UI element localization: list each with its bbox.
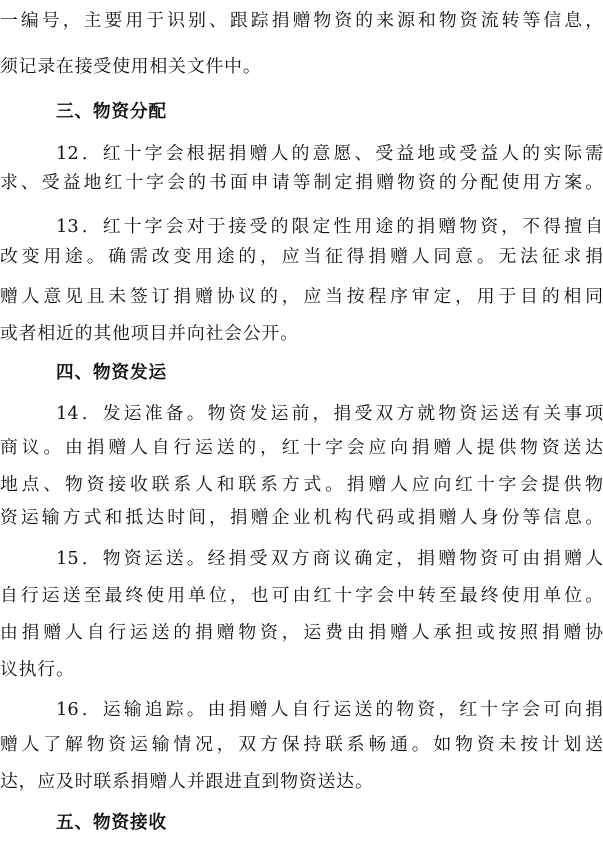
item-14-line: 14．发运准备。物资发运前，捐受双方就物资运送有关事项 <box>56 403 603 424</box>
section-heading: 四、物资发运 <box>56 363 167 383</box>
item-13-line: 13．红十字会对于接受的限定性用途的捐赠物资，不得擅自 <box>56 216 603 237</box>
paragraph-line: 一编号，主要用于识别、跟踪捐赠物资的来源和物资流转等信息， <box>0 10 603 31</box>
item-14-line: 商议。由捐赠人自行运送的，红十字会应向捐赠人提供物资送达 <box>0 437 603 458</box>
item-16-line: 赠人了解物资运输情况，双方保持联系畅通。如物资未按计划送 <box>0 734 603 755</box>
item-16-line: 达，应及时联系捐赠人并跟进直到物资送达。 <box>0 771 374 792</box>
item-15-line: 自行运送至最终使用单位，也可由红十字会中转至最终使用单位。 <box>0 585 603 606</box>
item-13-line: 改变用途。确需改变用途的，应当征得捐赠人同意。无法征求捐 <box>0 246 603 267</box>
paragraph-line: 须记录在接受使用相关文件中。 <box>0 56 262 77</box>
item-15-line: 由捐赠人自行运送的捐赠物资，运费由捐赠人承担或按照捐赠协 <box>0 622 603 643</box>
item-14-line: 地点、物资接收联系人和联系方式。捐赠人应向红十字会提供物 <box>0 474 603 495</box>
item-15-line: 15．物资运送。经捐受双方商议确定，捐赠物资可由捐赠人 <box>56 548 603 569</box>
section-heading: 三、物资分配 <box>56 102 167 122</box>
item-12-line: 求、受益地红十字会的书面申请等制定捐赠物资的分配使用方案。 <box>0 172 603 193</box>
item-14-line: 资运输方式和抵达时间，捐赠企业机构代码或捐赠人身份等信息。 <box>0 507 603 528</box>
section-heading: 五、物资接收 <box>56 813 167 833</box>
item-13-line: 赠人意见且未签订捐赠协议的，应当按程序审定，用于目的相同 <box>0 286 603 307</box>
item-15-line: 议执行。 <box>0 659 75 680</box>
item-12-line: 12．红十字会根据捐赠人的意愿、受益地或受益人的实际需 <box>56 143 603 164</box>
item-16-line: 16．运输追踪。由捐赠人自行运送的物资，红十字会可向捐 <box>56 699 603 720</box>
item-13-line: 或者相近的其他项目并向社会公开。 <box>0 323 299 344</box>
